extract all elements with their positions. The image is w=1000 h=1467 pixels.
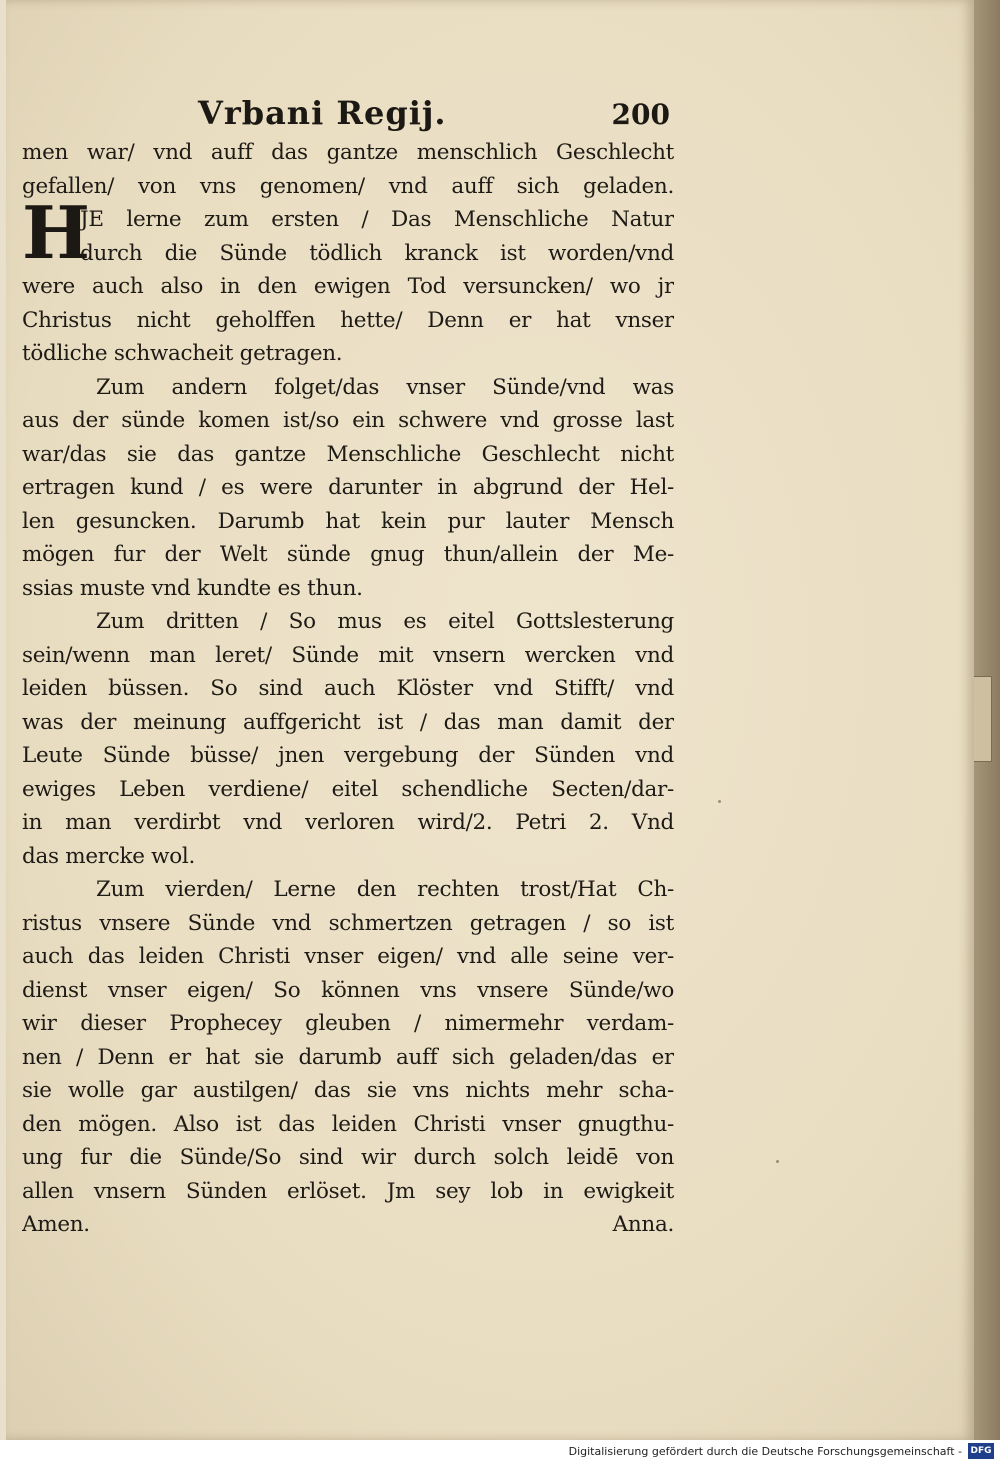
text-line: Zum andern folget/das vnser Sünde/vnd was (96, 374, 674, 400)
text-line: Leute Sünde büsse/ jnen vergebung der Sünden vnd (22, 743, 674, 768)
paragraph-1 (22, 190, 674, 371)
page-header (22, 92, 674, 136)
text-line: das mercke wol. (22, 843, 196, 869)
text-line: Zum vierden/ Lerne den rechten trost/Hat Ch- (96, 877, 674, 902)
text-line: tödliche schwacheit getragen. (22, 341, 343, 366)
funding-credit: Digitalisierung gefördert durch die Deutsche Forschungsgemeinschaft - (568, 1445, 962, 1458)
dfg-logo-icon: DFG (968, 1443, 994, 1459)
text-line: wir dieser Prophecey gleuben / nimermehr verdam- (22, 1011, 674, 1036)
text-line: Christus nicht geholffen hette/ Denn er hat vnser (22, 307, 674, 333)
paper-speck (776, 1160, 779, 1163)
paragraph-2 (22, 371, 674, 606)
text-line: men war/ vnd auff das gantze menschlich Geschlecht (22, 140, 674, 165)
text-line: in man verdirbt vnd verloren wird/2. Petri 2. Vnd (22, 810, 674, 835)
paragraph-3 (22, 605, 674, 873)
text-line: JE lerne zum ersten / Das Menschliche Natur (80, 207, 674, 232)
catchword: Anna. (612, 1212, 674, 1237)
text-line: sie wolle gar austilgen/ das sie vns nichts mehr scha- (22, 1078, 674, 1103)
text-line: was der meinung auffgericht ist / das man damit der (22, 709, 674, 735)
text-line: len gesuncken. Darumb hat kein pur lauter Mensch (22, 508, 674, 534)
page-number: 200 (611, 98, 670, 131)
text-line: allen vnsern Sünden erlöset. Jm sey lob in ewigkeit (22, 1178, 674, 1204)
text-line: were auch also in den ewigen Tod versuncken/ wo jr (22, 274, 674, 299)
paper-speck (718, 800, 721, 803)
text-line: ristus vnsere Sünde vnd schmertzen getragen / so ist (22, 910, 674, 936)
text-line: dienst vnser eigen/ So können vns vnsere Sünde/wo (22, 977, 674, 1003)
text-line: durch die Sünde tödlich kranck ist worden/vnd (80, 240, 674, 266)
text-line: nen / Denn er hat sie darumb auff sich geladen/das er (22, 1044, 674, 1070)
text-line: ssias muste vnd kundte es thun. (22, 575, 363, 601)
running-head: Vrbani Regij. (198, 94, 447, 132)
text-block (22, 92, 674, 1237)
text-line: auch das leiden Christi vnser eigen/ vnd alle seine ver- (22, 944, 674, 969)
text-line: sein/wenn man leret/ Sünde mit vnsern wercken vnd (22, 642, 674, 668)
text-line: leiden büssen. So sind auch Klöster vnd Stifft/ vnd (22, 676, 674, 701)
text-line: Zum dritten / So mus es eitel Gottslesterung (96, 609, 674, 634)
text-line: ung fur die Sünde/So sind wir durch solch leidē von (22, 1145, 674, 1170)
text-line: gefallen/ von vns genomen/ vnd auff sich geladen. (22, 173, 674, 199)
paragraph-4 (22, 873, 674, 1242)
text-line: aus der sünde komen ist/so ein schwere vnd grosse last (22, 408, 674, 433)
text-line: ertragen kund / es were darunter in abgrund der Hel- (22, 475, 674, 500)
closing-word: Amen. (22, 1212, 90, 1237)
text-line: mögen fur der Welt sünde gnug thun/allein der Me- (22, 542, 674, 567)
text-line: war/das sie das gantze Menschliche Geschlecht nicht (22, 441, 674, 467)
text-line: den mögen. Also ist das leiden Christi vnser gnugthu- (22, 1111, 674, 1137)
closing-line (22, 1208, 674, 1242)
text-line: ewiges Leben verdiene/ eitel schendliche Secten/dar- (22, 776, 674, 802)
continuation-lines (22, 136, 674, 203)
drop-capital: H (22, 190, 91, 275)
book-page (6, 0, 974, 1440)
